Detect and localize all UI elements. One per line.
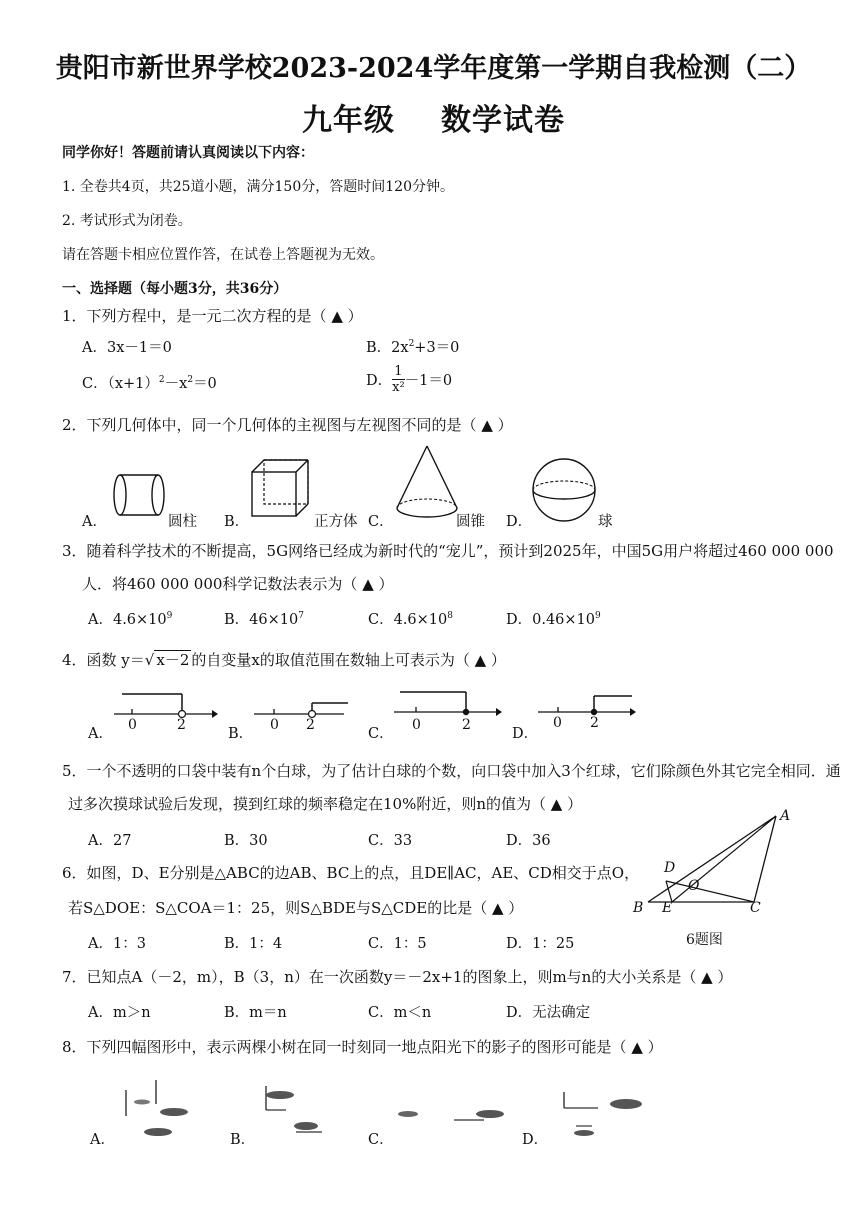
q6-option-a: A．1：3 bbox=[88, 936, 146, 952]
q1-option-a: A．3x－1＝0 bbox=[82, 340, 172, 356]
q3-option-b: B．$46\times 10^7$ bbox=[224, 611, 304, 628]
instructions-item-2: 2. 考试形式为闭卷。 bbox=[62, 213, 192, 229]
question-1-stem: 1．下列方程中，是一元二次方程的是（ ▲ ） bbox=[62, 307, 363, 325]
point-d-label: D bbox=[664, 860, 676, 876]
fraction: $\frac{1}{\text{x²}}$ bbox=[392, 364, 405, 395]
q4-option-d-label: D． bbox=[512, 726, 539, 742]
q7-option-a: A．m＞n bbox=[88, 1005, 151, 1021]
trees-shadow-figure-c bbox=[394, 1100, 514, 1140]
q1-option-b: B．$2x^2+3=0$ bbox=[366, 339, 460, 356]
q2-cylinder-name: 圆柱 bbox=[168, 514, 197, 530]
q1-option-d: D． $\frac{1}{\text{x²}}$ －1＝0 bbox=[366, 364, 453, 395]
q2-option-c-label: C． bbox=[368, 514, 394, 530]
question-3-stem-2: 人．将460 000 000科学记数法表示为（ ▲ ） bbox=[82, 575, 394, 593]
q6-option-d: D．1：25 bbox=[506, 936, 575, 952]
point-a-label: A bbox=[780, 808, 791, 824]
section-heading: 一、选择题（每小题3分，共36分） bbox=[62, 281, 288, 297]
q8-option-b-label: B． bbox=[230, 1132, 256, 1148]
q5-option-b: B．30 bbox=[224, 833, 268, 849]
question-5-stem-1: 5．一个不透明的口袋中装有n个白球，为了估计白球的个数，向口袋中加入3个红球，它们除颜色外其它完全相同．通 bbox=[62, 762, 841, 780]
question-5-stem-2: 过多次摸球试验后发现，摸到红球的频率稳定在10%附近，则n的值为（ ▲ ） bbox=[68, 795, 583, 813]
q8-option-c-label: C． bbox=[368, 1132, 394, 1148]
q4-d-tick-0: 0 bbox=[553, 715, 562, 731]
q4-a-tick-0: 0 bbox=[128, 717, 137, 733]
q3-option-c: C．$4.6\times 10^8$ bbox=[368, 611, 453, 628]
q4-c-tick-2: 2 bbox=[462, 717, 471, 733]
q5-option-c: C．33 bbox=[368, 833, 413, 849]
number-line-d bbox=[536, 690, 640, 726]
sphere-figure bbox=[530, 456, 598, 524]
q2-sphere-name: 球 bbox=[598, 514, 613, 530]
cylinder-figure bbox=[110, 472, 170, 522]
instructions-greeting: 同学你好！答题前请认真阅读以下内容： bbox=[62, 145, 314, 161]
question-6-stem-1: 6．如图，D、E分别是△ABC的边AB、BC上的点，且DE∥AC，AE、CD相交于点O， bbox=[62, 864, 640, 882]
point-e-label: E bbox=[662, 900, 673, 916]
question-3-stem-1: 3．随着科学技术的不断提高，5G网络已经成为新时代的“宠儿”，预计到2025年，中国5G用户将超过460 000 000 bbox=[62, 542, 834, 560]
point-o-label: O bbox=[688, 878, 700, 894]
q8-option-d-label: D． bbox=[522, 1132, 549, 1148]
q2-option-b-label: B． bbox=[224, 514, 250, 530]
q3-option-d: D．$0.46\times 10^9$ bbox=[506, 611, 601, 628]
question-2-stem: 2．下列几何体中，同一个几何体的主视图与左视图不同的是（ ▲ ） bbox=[62, 416, 513, 434]
q4-option-a-label: A． bbox=[88, 726, 113, 742]
instructions-item-1: 1. 全卷共4页，共25道小题，满分150分，答题时间120分钟。 bbox=[62, 179, 454, 195]
question-8-stem: 8．下列四幅图形中，表示两棵小树在同一时刻同一地点阳光下的影子的图形可能是（ ▲ ） bbox=[62, 1038, 663, 1056]
q5-option-d: D．36 bbox=[506, 833, 551, 849]
q2-cone-name: 圆锥 bbox=[456, 514, 485, 530]
q6-option-c: C．1：5 bbox=[368, 936, 427, 952]
q5-option-a: A．27 bbox=[88, 833, 132, 849]
q4-option-b-label: B． bbox=[228, 726, 254, 742]
point-b-label: B bbox=[633, 900, 644, 916]
q4-b-tick-2: 2 bbox=[306, 717, 315, 733]
q2-option-a-label: A． bbox=[82, 514, 107, 530]
q4-c-tick-0: 0 bbox=[412, 717, 421, 733]
grade-label: 九年级 bbox=[302, 103, 395, 138]
trees-shadow-figure-b bbox=[256, 1080, 356, 1140]
instructions-note: 请在答题卡相应位置作答，在试卷上答题视为无效。 bbox=[62, 247, 384, 263]
trees-shadow-figure-a bbox=[112, 1076, 202, 1140]
q7-option-c: C．m＜n bbox=[368, 1005, 432, 1021]
radicand: x－2 bbox=[156, 651, 190, 669]
q7-option-b: B．m＝n bbox=[224, 1005, 287, 1021]
question-4-stem: 4．函数 y＝√ x－2 的自变量x的取值范围在数轴上可表示为（ ▲ ） bbox=[62, 651, 506, 669]
q4-option-c-label: C． bbox=[368, 726, 394, 742]
q4-a-tick-2: 2 bbox=[177, 717, 186, 733]
question-7-stem: 7．已知点A（－2，m），B（3，n）在一次函数y＝－2x+1的图象上，则m与n的大小关系是（ ▲ ） bbox=[62, 968, 733, 986]
point-c-label: C bbox=[750, 900, 761, 916]
q2-option-d-label: D． bbox=[506, 514, 533, 530]
number-line-c bbox=[392, 684, 506, 726]
sqrt-symbol: √ bbox=[144, 651, 155, 669]
triangle-figure bbox=[630, 810, 800, 920]
q1-option-c: C．$(x+1)^2-x^2=0$ bbox=[82, 375, 217, 392]
subject-label: 数学试卷 bbox=[441, 103, 565, 138]
cube-figure bbox=[250, 458, 312, 520]
q3-option-a: A．$4.6\times 10^9$ bbox=[88, 611, 173, 628]
exam-title: 贵阳市新世界学校2023-2024学年度第一学期自我检测（二） bbox=[55, 53, 812, 84]
question-6-stem-2: 若S△DOE：S△COA＝1：25，则S△BDE与S△CDE的比是（ ▲ ） bbox=[68, 899, 524, 917]
q4-b-tick-0: 0 bbox=[270, 717, 279, 733]
q8-option-a-label: A． bbox=[90, 1132, 115, 1148]
q6-option-b: B．1：4 bbox=[224, 936, 283, 952]
trees-shadow-figure-d bbox=[548, 1086, 658, 1142]
figure-6-caption: 6题图 bbox=[686, 932, 723, 948]
q7-option-d: D．无法确定 bbox=[506, 1005, 591, 1021]
q4-d-tick-2: 2 bbox=[590, 715, 599, 731]
q2-cube-name: 正方体 bbox=[314, 514, 358, 530]
cone-figure bbox=[394, 444, 460, 524]
exam-subtitle bbox=[0, 95, 867, 139]
